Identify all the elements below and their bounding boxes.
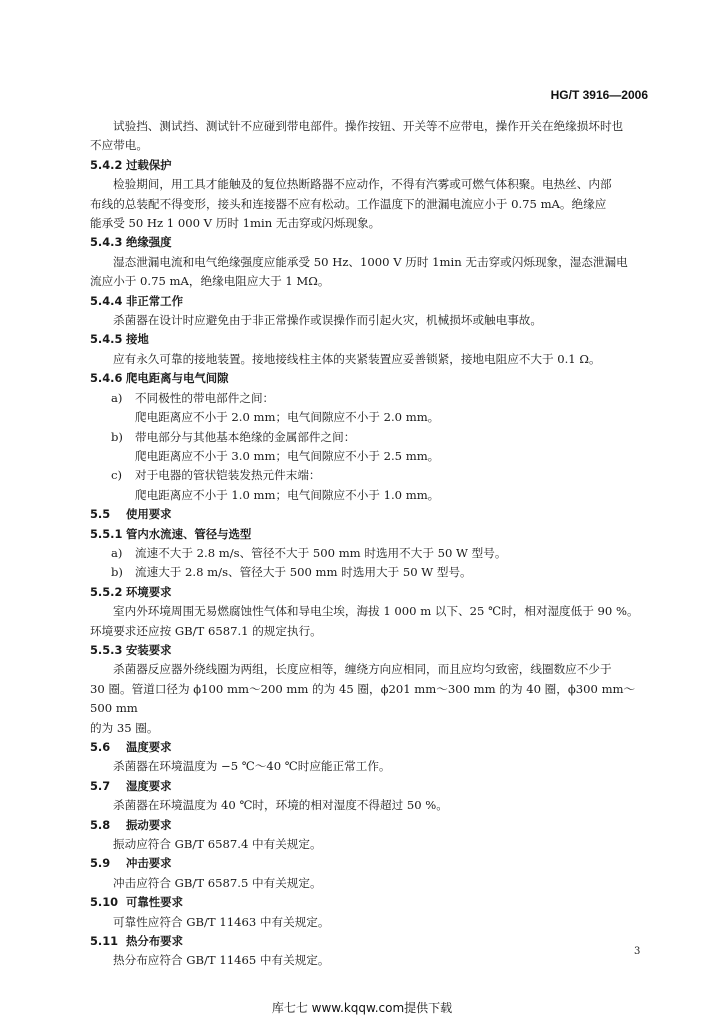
section-title: 过载保护 bbox=[126, 157, 172, 172]
footer-watermark-text: 库七七 www.kqqw.com提供下载 bbox=[271, 1001, 453, 1015]
list-item-text: 流速不大于 2.8 m/s、管径不大于 500 mm 时选用不大于 50 W 型号。 bbox=[135, 545, 507, 560]
list-item bbox=[90, 466, 650, 485]
section-number: 5.6 bbox=[90, 740, 111, 754]
section-heading bbox=[90, 525, 650, 544]
paragraph-line: 杀菌器在环境温度为 −5 ℃～40 ℃时应能正常工作。 bbox=[113, 759, 391, 774]
list-marker: b) bbox=[111, 429, 123, 444]
list-item bbox=[90, 389, 650, 408]
section-number: 5.4.5 bbox=[90, 332, 123, 347]
section-title: 非正常工作 bbox=[126, 293, 183, 308]
section-heading bbox=[90, 932, 650, 951]
list-item-text: 对于电器的管状铠装发热元件末端： bbox=[135, 468, 321, 483]
paragraph-line: 不应带电。 bbox=[90, 138, 148, 153]
section-number: 5.5.1 bbox=[90, 526, 123, 541]
section-title: 环境要求 bbox=[126, 584, 172, 599]
section-number: 5.4.2 bbox=[90, 157, 123, 172]
section-number: 5.7 bbox=[90, 778, 111, 793]
page-number: 3 bbox=[634, 946, 641, 957]
section-title: 爬电距离与电气间隙 bbox=[126, 371, 229, 386]
document-body bbox=[90, 117, 650, 971]
list-marker: c) bbox=[111, 468, 123, 483]
section-heading bbox=[90, 156, 650, 175]
section-number: 5.5.3 bbox=[90, 642, 123, 657]
section-heading bbox=[90, 816, 650, 835]
list-marker: b) bbox=[111, 565, 123, 580]
section-title: 可靠性要求 bbox=[126, 895, 183, 910]
section-heading bbox=[90, 777, 650, 796]
paragraph-line: 湿态泄漏电流和电气绝缘强度应能承受 50 Hz、1000 V 历时 1min 无击穿或闪烁现象，湿态泄漏电 bbox=[113, 254, 628, 269]
list-item bbox=[90, 563, 650, 582]
paragraph-line: 布线的总装配不得变形，接头和连接器不应有松动。工作温度下的泄漏电流应小于 0.75 mA。绝缘应 bbox=[90, 196, 607, 211]
section-heading bbox=[90, 641, 650, 660]
list-item-text: 带电部分与其他基本绝缘的金属部件之间： bbox=[135, 429, 356, 444]
section-number: 5.8 bbox=[90, 817, 111, 832]
paragraph-line: 能承受 50 Hz 1 000 V 历时 1min 无击穿或闪烁现象。 bbox=[90, 216, 381, 231]
paragraph-line: 的为 35 圈。 bbox=[90, 720, 159, 735]
paragraph-line: 振动应符合 GB/T 6587.4 中有关规定。 bbox=[113, 837, 322, 852]
section-heading bbox=[90, 893, 650, 912]
section-number: 5.4.6 bbox=[90, 371, 123, 386]
paragraph-line: 环境要求还应按 GB/T 6587.1 的规定执行。 bbox=[90, 623, 322, 638]
section-title: 湿度要求 bbox=[126, 778, 172, 793]
section-title: 使用要求 bbox=[126, 507, 172, 522]
paragraph-line: 应有永久可靠的接地装置。接地接线柱主体的夹紧装置应妥善锁紧，接地电阻应不大于 0.1 Ω。 bbox=[113, 351, 601, 366]
section-heading bbox=[90, 505, 650, 524]
paragraph-line: 杀菌器在环境温度为 40 ℃时，环境的相对湿度不得超过 50 %。 bbox=[113, 798, 448, 813]
list-marker: a) bbox=[111, 545, 123, 560]
section-title: 绝缘强度 bbox=[126, 235, 172, 250]
list-item bbox=[90, 544, 650, 563]
paragraph-line: 可靠性应符合 GB/T 11463 中有关规定。 bbox=[113, 914, 330, 929]
section-number: 5.5.2 bbox=[90, 584, 123, 599]
section-title: 温度要求 bbox=[126, 740, 172, 754]
section-heading bbox=[90, 583, 650, 602]
list-subline: 爬电距离应不小于 1.0 mm；电气间隙应不小于 1.0 mm。 bbox=[135, 487, 440, 502]
paragraph-line: 检验期间，用工具才能触及的复位热断路器不应动作，不得有汽雾或可燃气体积聚。电热丝、内部 bbox=[113, 177, 612, 192]
list-item bbox=[90, 428, 650, 447]
section-heading bbox=[90, 369, 650, 388]
list-marker: a) bbox=[111, 390, 123, 405]
section-number: 5.4.3 bbox=[90, 235, 123, 250]
section-heading bbox=[90, 738, 650, 757]
section-title: 振动要求 bbox=[126, 817, 172, 832]
paragraph-line: 冲击应符合 GB/T 6587.5 中有关规定。 bbox=[113, 875, 322, 890]
section-title: 接地 bbox=[126, 332, 149, 347]
section-number: 5.10 bbox=[90, 895, 119, 910]
paragraph-line: 杀菌器反应器外绕线圈为两组，长度应相等，缠绕方向应相同，而且应均匀致密，线圈数应不少于 bbox=[113, 662, 612, 677]
section-number: 5.5 bbox=[90, 507, 111, 522]
paragraph-line: 流应小于 0.75 mA，绝缘电阻应大于 1 MΩ。 bbox=[90, 274, 330, 289]
paragraph-line: 热分布应符合 GB/T 11465 中有关规定。 bbox=[113, 953, 330, 968]
section-heading bbox=[90, 854, 650, 873]
list-item-text: 流速大于 2.8 m/s、管径大于 500 mm 时选用大于 50 W 型号。 bbox=[135, 565, 472, 580]
paragraph-line: 30 圈。管道口径为 ϕ100 mm～200 mm 的为 45 圈，ϕ201 mm～300 mm 的为 40 圈，ϕ300 mm～500 mm bbox=[90, 681, 636, 716]
paragraph-line: 杀菌器在设计时应避免由于非正常操作或误操作而引起火灾，机械损坏或触电事故。 bbox=[113, 313, 542, 328]
section-title: 冲击要求 bbox=[126, 856, 172, 871]
section-number: 5.11 bbox=[90, 934, 119, 949]
paragraph-line: 室内外环境周围无易燃腐蚀性气体和导电尘埃，海拔 1 000 m 以下、25 ℃时，相对湿度低于 90 %。 bbox=[113, 604, 639, 619]
list-subline: 爬电距离应不小于 2.0 mm；电气间隙应不小于 2.0 mm。 bbox=[135, 410, 440, 425]
section-heading bbox=[90, 292, 650, 311]
list-item-text: 不同极性的带电部件之间： bbox=[135, 390, 275, 405]
section-number: 5.9 bbox=[90, 856, 111, 871]
section-title: 热分布要求 bbox=[126, 934, 183, 949]
standard-code: HG/T 3916—2006 bbox=[550, 88, 648, 102]
section-title: 安装要求 bbox=[126, 642, 172, 657]
section-heading bbox=[90, 233, 650, 252]
section-heading bbox=[90, 330, 650, 349]
paragraph-line: 试验挡、测试挡、测试针不应碰到带电部件。操作按钮、开关等不应带电，操作开关在绝缘损坏时也 bbox=[113, 119, 624, 133]
list-subline: 爬电距离应不小于 3.0 mm；电气间隙应不小于 2.5 mm。 bbox=[135, 448, 440, 463]
section-number: 5.4.4 bbox=[90, 293, 123, 308]
section-title: 管内水流速、管径与选型 bbox=[126, 526, 252, 541]
